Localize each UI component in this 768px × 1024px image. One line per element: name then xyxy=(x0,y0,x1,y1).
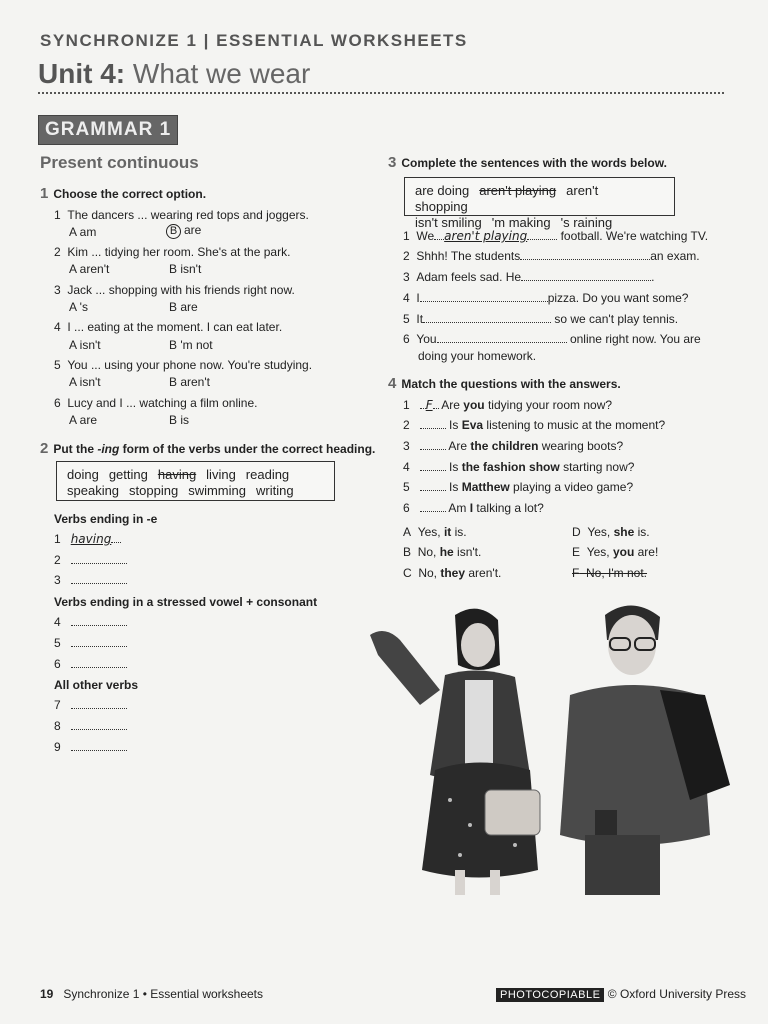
item-number: 3 xyxy=(403,439,410,453)
ex3-item xyxy=(403,312,678,326)
item-number: 4 xyxy=(403,460,410,474)
ex3-word-box xyxy=(404,177,675,230)
ex2-instruction-post: form of the verbs under the correct heading. xyxy=(119,442,376,456)
item-pre: You xyxy=(416,332,437,346)
section-title: Present continuous xyxy=(40,153,199,172)
answer-line xyxy=(54,657,127,671)
ex1-item xyxy=(54,208,309,222)
ex4-answer-crossed xyxy=(572,566,647,580)
option-b[interactable]: B isn't xyxy=(169,262,202,276)
answer-letter: C xyxy=(403,566,412,580)
a-subject: she xyxy=(613,525,635,539)
option-a[interactable]: A aren't xyxy=(69,262,110,276)
ex1-item xyxy=(54,320,282,334)
a-post: is. xyxy=(634,525,650,539)
page-footer-right xyxy=(496,987,746,1001)
photocopiable-badge: PHOTOCOPIABLE xyxy=(496,988,604,1002)
ex3-item xyxy=(403,229,708,243)
blank[interactable] xyxy=(71,720,127,730)
item-number: 1 xyxy=(403,229,410,243)
blank[interactable] xyxy=(420,440,446,450)
ex1-heading xyxy=(40,185,206,202)
answer-letter: A xyxy=(403,525,412,539)
ex2-subheading-2: Verbs ending in a stressed vowel + consonant xyxy=(54,595,318,609)
a-pre: No, xyxy=(417,545,440,559)
line-number: 5 xyxy=(54,636,61,650)
item-number: 2 xyxy=(403,249,410,263)
q-pre: Are xyxy=(441,398,464,412)
option-a[interactable]: A isn't xyxy=(69,375,101,389)
item-pre: It xyxy=(416,312,424,326)
ex2-number: 2 xyxy=(40,440,49,457)
option-a[interactable]: A 's xyxy=(69,300,88,314)
a-post: isn't. xyxy=(453,545,482,559)
circled-answer: B xyxy=(166,224,181,239)
item-text: The dancers ... wearing red tops and joggers. xyxy=(67,208,309,222)
ex4-question xyxy=(403,418,665,432)
answer-line xyxy=(54,553,127,567)
q-pre: Are xyxy=(448,439,471,453)
ex3-item xyxy=(403,291,688,305)
item-number: 6 xyxy=(403,501,410,515)
item-pre: We xyxy=(416,229,435,243)
unit-name: What we wear xyxy=(132,58,311,89)
word-crossed: having xyxy=(157,467,197,482)
item-post: football. We're watching TV. xyxy=(560,229,709,243)
blank[interactable] xyxy=(71,554,127,564)
dotted-divider xyxy=(38,92,724,94)
girl-figure xyxy=(370,609,540,895)
item-number: 6 xyxy=(54,396,61,410)
blank[interactable] xyxy=(520,250,650,260)
ex1-number: 1 xyxy=(40,185,49,202)
ex3-item xyxy=(403,332,701,346)
q-subject: the fashion show xyxy=(461,460,560,474)
line-number: 2 xyxy=(54,553,61,567)
ex4-answer xyxy=(572,525,650,539)
publisher: © Oxford University Press xyxy=(607,987,746,1001)
ex4-answer xyxy=(403,566,501,580)
q-pre: Is xyxy=(449,480,462,494)
item-number: 4 xyxy=(54,320,61,334)
option-b[interactable]: B is xyxy=(169,413,190,427)
blank[interactable] xyxy=(71,699,127,709)
item-text: Kim ... tidying her room. She's at the park. xyxy=(67,245,291,259)
ex1-item xyxy=(54,245,290,259)
a-pre: Yes, xyxy=(586,545,613,559)
ex3-number: 3 xyxy=(388,154,397,171)
ex2-instruction-ing: -ing xyxy=(97,442,120,456)
ex1-instruction: Choose the correct option. xyxy=(53,187,207,201)
blank[interactable] xyxy=(71,741,127,751)
phrase: 's raining xyxy=(560,215,613,230)
word: stopping xyxy=(129,483,179,498)
blank[interactable] xyxy=(420,292,548,302)
a-pre: No, xyxy=(418,566,441,580)
ex4-answer xyxy=(572,545,658,559)
item-number: 2 xyxy=(403,418,410,432)
item-number: 5 xyxy=(403,480,410,494)
blank xyxy=(434,230,444,240)
a-subject: I'm xyxy=(608,566,624,580)
option-b[interactable]: B are xyxy=(169,300,198,314)
ex4-question xyxy=(403,480,633,494)
word: reading xyxy=(245,467,290,482)
blank[interactable] xyxy=(71,616,127,626)
option-a[interactable]: A are xyxy=(69,413,98,427)
word: doing xyxy=(67,467,99,482)
ex4-heading xyxy=(388,375,621,392)
item-post: . xyxy=(651,270,655,284)
item-number: 3 xyxy=(54,283,61,297)
answer-letter: E xyxy=(572,545,581,559)
ex1-item xyxy=(54,358,312,372)
a-pre: Yes, xyxy=(587,525,614,539)
a-subject: it xyxy=(443,525,452,539)
line-number: 3 xyxy=(54,573,61,587)
handwritten-answer: aren't playing xyxy=(444,229,528,243)
item-pre: Shhh! The students xyxy=(416,249,521,263)
line-number: 4 xyxy=(54,615,61,629)
line-number: 6 xyxy=(54,657,61,671)
phrase: 'm making xyxy=(491,215,551,230)
answer-line xyxy=(54,740,127,754)
item-text: You ... using your phone now. You're studying. xyxy=(67,358,313,372)
footer-title: Synchronize 1 • Essential worksheets xyxy=(63,987,264,1001)
a-subject: they xyxy=(440,566,466,580)
page-number: 19 xyxy=(40,987,54,1001)
item-post: online right now. You are xyxy=(569,332,701,346)
ex2-instruction-pre: Put the xyxy=(53,442,98,456)
word: writing xyxy=(256,483,294,498)
ex4-question xyxy=(403,501,544,515)
q-subject: you xyxy=(463,398,485,412)
item-number: 5 xyxy=(54,358,61,372)
ex2-subheading-1: Verbs ending in -e xyxy=(54,512,158,526)
blank[interactable] xyxy=(71,658,127,668)
item-post: pizza. Do you want some? xyxy=(547,291,689,305)
q-post: starting now? xyxy=(559,460,635,474)
q-subject: the children xyxy=(470,439,539,453)
option-b-text: are xyxy=(184,223,202,237)
ex1-item xyxy=(54,396,257,410)
option-a[interactable]: A isn't xyxy=(69,338,101,352)
item-number: 5 xyxy=(403,312,410,326)
blank[interactable] xyxy=(420,481,446,491)
answer-letter: B xyxy=(403,545,412,559)
unit-prefix: Unit 4: xyxy=(38,58,126,89)
word: getting xyxy=(108,467,148,482)
series-title: SYNCHRONIZE 1 | ESSENTIAL WORKSHEETS xyxy=(40,31,468,50)
item-number: 1 xyxy=(54,208,61,222)
word-row-2 xyxy=(67,483,324,499)
ex2-heading xyxy=(40,440,375,457)
phrase-row-1 xyxy=(415,183,664,215)
blank[interactable] xyxy=(420,461,446,471)
item-text: Lucy and I ... watching a film online. xyxy=(67,396,258,410)
item-text: Jack ... shopping with his friends right now. xyxy=(67,283,295,297)
option-a[interactable]: A am xyxy=(69,225,97,239)
word: living xyxy=(206,467,236,482)
a-post: are! xyxy=(634,545,659,559)
ex3-heading xyxy=(388,154,667,171)
q-post: listening to music at the moment? xyxy=(483,418,666,432)
a-subject: you xyxy=(612,545,635,559)
ex4-answer xyxy=(403,545,481,559)
blank[interactable] xyxy=(433,399,439,409)
answer-letter: F xyxy=(572,566,580,580)
option-b[interactable]: B aren't xyxy=(169,375,210,389)
ex2-subheading-3: All other verbs xyxy=(54,678,139,692)
item-text: I ... eating at the moment. I can eat later. xyxy=(67,320,283,334)
q-pre: Is xyxy=(449,418,462,432)
ex4-question xyxy=(403,460,634,474)
ex4-answer xyxy=(403,525,467,539)
line-number: 8 xyxy=(54,719,61,733)
answer-line xyxy=(54,719,127,733)
a-post: not. xyxy=(623,566,648,580)
phrase: are doing xyxy=(415,183,470,198)
answer-line xyxy=(54,636,127,650)
item-pre: I xyxy=(416,291,420,305)
handwritten-answer: F xyxy=(425,398,433,412)
blank[interactable] xyxy=(437,333,567,343)
blank[interactable] xyxy=(71,574,127,584)
item-pre: Adam feels sad. He xyxy=(416,270,522,284)
q-subject: Eva xyxy=(461,418,484,432)
q-pre: Am xyxy=(448,501,470,515)
answer-line xyxy=(54,615,127,629)
blank[interactable] xyxy=(71,637,127,647)
blank[interactable] xyxy=(111,533,121,543)
ex4-instruction: Match the questions with the answers. xyxy=(401,377,621,391)
ex4-number: 4 xyxy=(388,375,397,392)
q-subject: I xyxy=(469,501,474,515)
item-number: 4 xyxy=(403,291,410,305)
word: swimming xyxy=(188,483,246,498)
grammar-badge: GRAMMAR 1 xyxy=(38,115,178,145)
item-number: 3 xyxy=(403,270,410,284)
q-subject: Matthew xyxy=(461,480,510,494)
blank[interactable] xyxy=(423,313,551,323)
page-footer-left xyxy=(40,987,263,1001)
handwritten-answer: having xyxy=(70,532,112,546)
a-pre: Yes, xyxy=(417,525,444,539)
item-number: 1 xyxy=(403,398,410,412)
phrase: aren't shopping xyxy=(415,183,599,214)
a-post: is. xyxy=(451,525,467,539)
answer-line xyxy=(54,573,127,587)
q-pre: Is xyxy=(449,460,462,474)
word: speaking xyxy=(67,483,120,498)
a-subject: he xyxy=(439,545,454,559)
q-post: playing a video game? xyxy=(509,480,634,494)
line-number: 7 xyxy=(54,698,61,712)
students-photo xyxy=(360,595,740,905)
answer-line xyxy=(54,532,121,546)
a-post: aren't. xyxy=(465,566,502,580)
ex4-question xyxy=(403,398,612,412)
phrase-crossed: aren't playing xyxy=(479,183,557,198)
ex3-item xyxy=(403,270,654,284)
blank[interactable] xyxy=(527,230,557,240)
blank[interactable] xyxy=(420,419,446,429)
ex3-item xyxy=(403,249,700,263)
line-number: 1 xyxy=(54,532,61,546)
item-number: 6 xyxy=(403,332,410,346)
word-row-1 xyxy=(67,467,324,483)
option-b-circled[interactable] xyxy=(166,223,201,239)
phrase: isn't smiling xyxy=(415,215,482,230)
ex3-item-continuation: doing your homework. xyxy=(418,349,537,363)
unit-title xyxy=(38,58,310,90)
ex4-question xyxy=(403,439,623,453)
ex2-word-box xyxy=(56,461,335,501)
item-number: 2 xyxy=(54,245,61,259)
ex3-instruction: Complete the sentences with the words below. xyxy=(401,156,667,170)
item-post: so we can't play tennis. xyxy=(554,312,679,326)
blank[interactable] xyxy=(521,271,651,281)
q-post: tidying your room now? xyxy=(484,398,613,412)
option-b[interactable]: B 'm not xyxy=(169,338,213,352)
q-post: talking a lot? xyxy=(473,501,544,515)
blank[interactable] xyxy=(420,502,446,512)
q-post: wearing boots? xyxy=(538,439,624,453)
boy-figure xyxy=(560,605,730,895)
line-number: 9 xyxy=(54,740,61,754)
a-pre: No, xyxy=(586,566,609,580)
ex1-item xyxy=(54,283,295,297)
item-post: an exam. xyxy=(650,249,700,263)
answer-line xyxy=(54,698,127,712)
answer-letter: D xyxy=(572,525,581,539)
